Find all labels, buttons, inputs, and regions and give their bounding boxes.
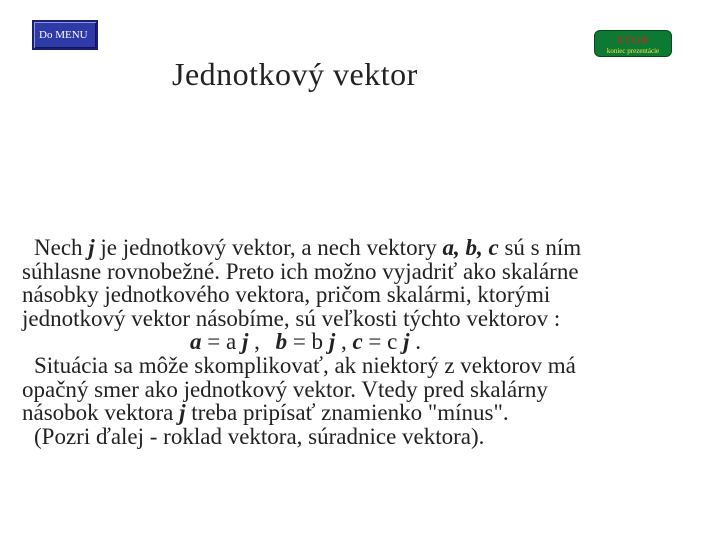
formula-eq-a: = a	[201, 329, 242, 355]
var-j: j	[241, 329, 249, 355]
var-j: j	[403, 329, 410, 355]
var-abc: a, b, c	[442, 235, 499, 260]
slide-body	[22, 236, 712, 448]
paragraph-2-line-1: Situácia sa môže skomplikovať, ak niektorý z vektorov má	[34, 352, 576, 378]
formula-eq-c: = c	[362, 329, 404, 355]
formula-line	[22, 330, 712, 354]
text-segment: násobok vektora	[22, 400, 180, 426]
paragraph-1-line-4: jednotkový vektor násobíme, sú veľkosti týchto vektorov :	[22, 305, 561, 331]
paragraph-2-line-3	[22, 401, 712, 425]
formula-end: .	[409, 329, 421, 355]
stop-button-label: STOP	[616, 33, 650, 47]
formula-sep: ,	[248, 329, 266, 355]
var-j: j	[88, 235, 95, 260]
paragraph-1-line-2: súhlasne rovnobežné. Preto ich možno vyjadriť ako skalárne	[22, 258, 579, 284]
var-j: j	[328, 329, 336, 355]
text-segment: je jednotkový vektor, a nech vektory	[94, 235, 443, 260]
paragraph-2-line-2: opačný smer ako jednotkový vektor. Vtedy pred skalárny	[22, 376, 548, 402]
formula-eq-b: = b	[287, 329, 329, 355]
text-segment: sú s ním	[498, 235, 582, 260]
paragraph-1-line-3: násobky jednotkového vektora, pričom skalármi, ktorými	[22, 282, 551, 308]
text-segment: Nech	[34, 235, 89, 260]
stop-button[interactable]	[594, 30, 672, 57]
paragraph-1-line-1	[22, 236, 712, 260]
formula-sep: ,	[335, 329, 353, 355]
menu-button-label: Do MENU	[39, 29, 88, 41]
paragraph-2-line-4: (Pozri ďalej - roklad vektora, súradnice vektora).	[34, 423, 485, 449]
var-a: a	[190, 329, 202, 355]
stop-button-sublabel: koniec prezentácie	[606, 47, 660, 55]
text-segment: treba pripísať znamienko "mínus".	[185, 400, 509, 426]
var-j: j	[179, 400, 186, 426]
page-title: Jednotkový vektor	[172, 56, 418, 92]
var-b: b	[275, 329, 288, 355]
menu-button[interactable]	[32, 20, 98, 50]
var-c: c	[352, 329, 363, 355]
